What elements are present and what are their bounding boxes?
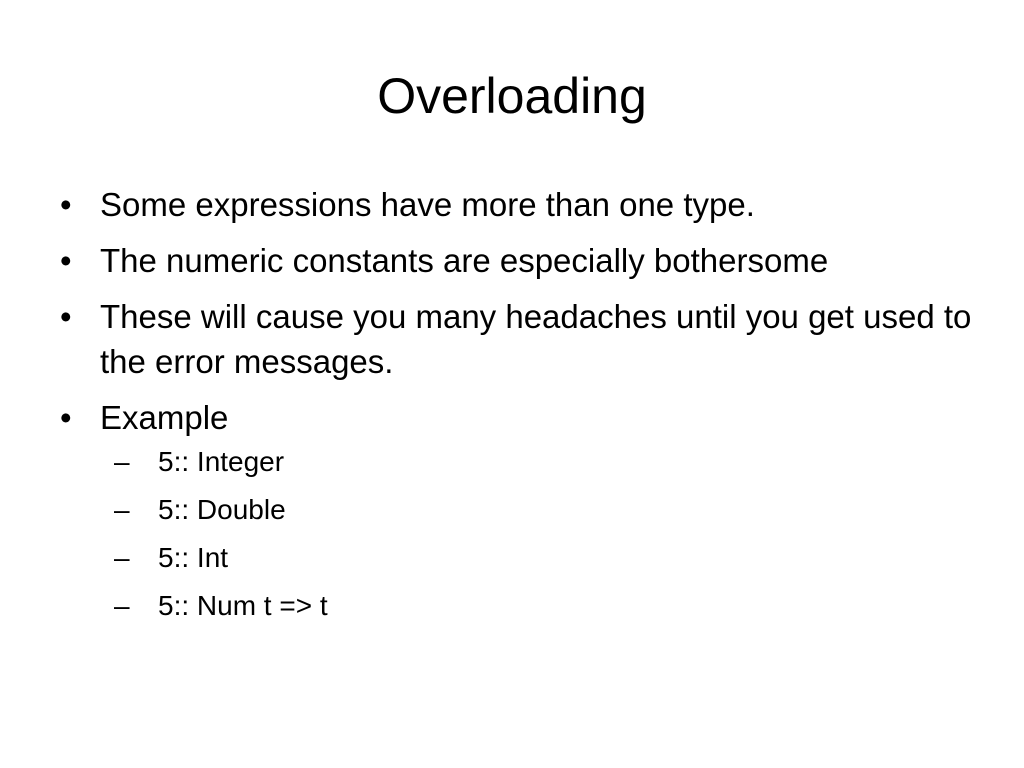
sub-bullet-text: 5:: Num t => t	[158, 590, 328, 621]
sub-bullet-text: 5:: Int	[158, 542, 229, 573]
bullet-text: Example	[100, 399, 229, 436]
sub-bullet-marker: –	[114, 542, 130, 573]
sub-bullet-marker: –	[114, 446, 130, 477]
bullet-item	[60, 238, 980, 283]
sub-bullet-item	[114, 490, 980, 530]
bullet-list	[60, 182, 980, 637]
bullet-marker: •	[60, 186, 72, 223]
bullet-item	[60, 182, 980, 227]
sub-bullet-marker: –	[114, 590, 130, 621]
sub-bullet-text: 5:: Double	[158, 494, 286, 525]
bullet-item	[60, 294, 980, 384]
sub-bullet-text: 5:: Integer	[158, 446, 285, 477]
bullet-text: The numeric constants are especially bothersome	[100, 242, 829, 279]
sub-bullet-item	[114, 538, 980, 578]
bullet-text: Some expressions have more than one type.	[100, 186, 755, 223]
sub-bullet-item	[114, 586, 980, 626]
sub-bullet-list	[100, 442, 980, 626]
bullet-text: These will cause you many headaches until you get used to the error messages.	[100, 298, 972, 380]
bullet-marker: •	[60, 298, 72, 335]
slide-title: Overloading	[377, 68, 647, 124]
sub-bullet-marker: –	[114, 494, 130, 525]
bullet-marker: •	[60, 242, 72, 279]
bullet-item	[60, 395, 980, 626]
bullet-marker: •	[60, 399, 72, 436]
sub-bullet-item	[114, 442, 980, 482]
